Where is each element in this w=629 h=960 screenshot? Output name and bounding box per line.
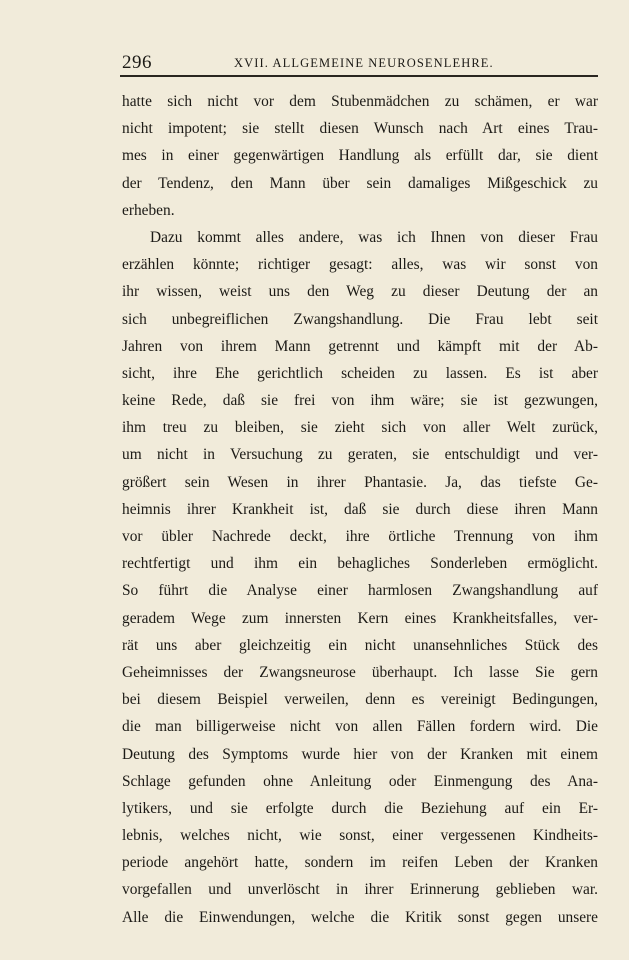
text-line: heimnis ihrer Krankheit ist, daß sie durch diese ihren Mann bbox=[122, 500, 598, 518]
text-line: So führt die Analyse einer harmlosen Zwangshandlung auf bbox=[122, 582, 598, 600]
running-head bbox=[122, 52, 599, 76]
text-line: lebnis, welches nicht, wie sonst, einer vergessenen Kindheits- bbox=[122, 827, 598, 845]
text-line: erzählen könnte; richtiger gesagt: alles, was wir sonst von bbox=[122, 256, 598, 274]
text-line: erheben. bbox=[122, 201, 175, 219]
page-number: 296 bbox=[122, 52, 152, 73]
text-line: geradem Wege zum innersten Kern eines Krankheitsfalles, ver- bbox=[122, 609, 598, 627]
text-line: um nicht in Versuchung zu geraten, sie entschuldigt und ver- bbox=[122, 446, 598, 464]
text-line: periode angehört hatte, sondern im reifen Leben der Kranken bbox=[122, 854, 598, 872]
text-line: Deutung des Symptoms wurde hier von der Kranken mit einem bbox=[122, 745, 598, 763]
text-line: hatte sich nicht vor dem Stubenmädchen zu schämen, er war bbox=[122, 93, 598, 110]
text-line: größert sein Wesen in ihrer Phantasie. Ja, das tiefste Ge- bbox=[122, 473, 598, 491]
text-line: Alle die Einwendungen, welche die Kritik sonst gegen unsere bbox=[122, 908, 598, 926]
text-line: Schlage gefunden ohne Anleitung oder Einmengung des Ana- bbox=[122, 772, 598, 790]
text-line: ihm treu zu bleiben, sie zieht sich von aller Welt zurück, bbox=[122, 419, 598, 437]
text-line: der Tendenz, den Mann über sein damaliges Mißgeschick zu bbox=[122, 174, 598, 192]
text-line: Dazu kommt alles andere, was ich Ihnen von dieser Frau bbox=[150, 228, 598, 246]
text-line: vorgefallen und unverlöscht in ihrer Erinnerung geblieben war. bbox=[122, 881, 598, 899]
text-line: nicht impotent; sie stellt diesen Wunsch nach Art eines Trau- bbox=[122, 120, 598, 138]
text-line: sich unbegreiflichen Zwangshandlung. Die Frau lebt seit bbox=[122, 310, 598, 328]
text-line: sicht, ihre Ehe gerichtlich scheiden zu lassen. Es ist aber bbox=[122, 364, 598, 382]
header-rule bbox=[120, 75, 598, 77]
text-line: bei diesem Beispiel verweilen, denn es vereinigt Bedingungen, bbox=[122, 691, 598, 709]
text-line: vor übler Nachrede deckt, ihre örtliche Trennung von ihm bbox=[122, 528, 598, 545]
text-line: mes in einer gegenwärtigen Handlung als erfüllt dar, sie dient bbox=[122, 147, 598, 165]
text-line: rechtfertigt und ihm ein behagliches Sonderleben ermöglicht. bbox=[122, 555, 598, 573]
text-line: lytikers, und sie erfolgte durch die Beziehung auf ein Er- bbox=[122, 799, 598, 817]
body-text bbox=[122, 88, 598, 931]
text-line: rät uns aber gleichzeitig ein nicht unansehnliches Stück des bbox=[122, 636, 598, 654]
text-line: ihr wissen, weist uns den Weg zu dieser Deutung der an bbox=[122, 283, 598, 301]
text-line: die man billigerweise nicht von allen Fällen fordern wird. Die bbox=[122, 718, 598, 736]
chapter-title: XVII. ALLGEMEINE NEUROSENLEHRE. bbox=[234, 56, 494, 70]
text-line: Geheimnisses der Zwangsneurose überhaupt. Ich lasse Sie gern bbox=[122, 663, 598, 681]
text-line: keine Rede, daß sie frei von ihm wäre; sie ist gezwungen, bbox=[122, 392, 598, 410]
text-line: Jahren von ihrem Mann getrennt und kämpft mit der Ab- bbox=[122, 337, 598, 355]
